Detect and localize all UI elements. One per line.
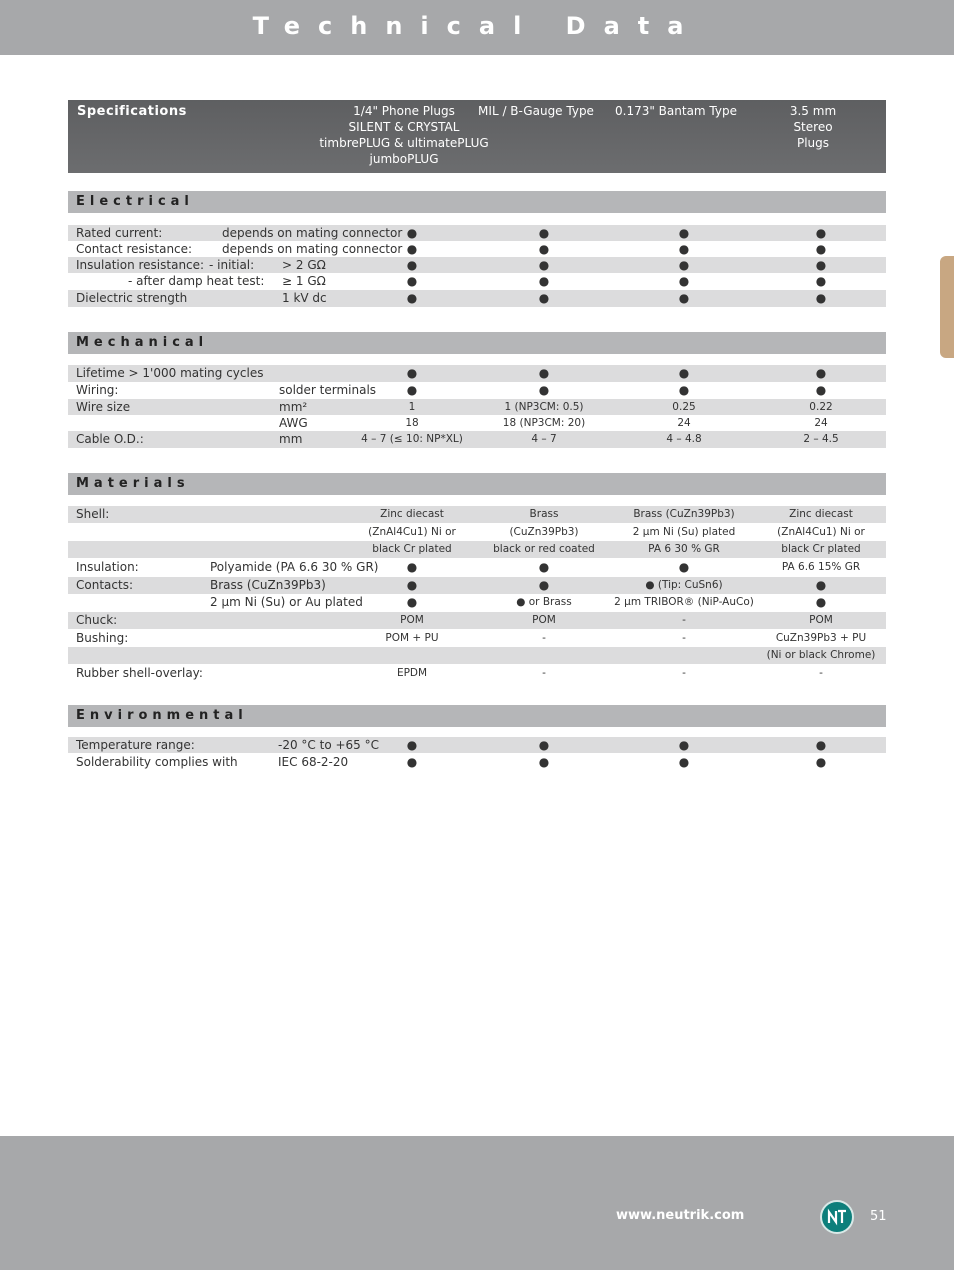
row-label: Bushing: <box>76 631 129 645</box>
row-cable-od <box>68 431 886 448</box>
row-insulation <box>68 558 886 576</box>
row-chuck <box>68 612 886 629</box>
footer-bar <box>0 1136 954 1270</box>
col-header-line: SILENT & CRYSTAL <box>348 120 460 134</box>
cell: ● <box>815 291 827 305</box>
cell: 18 <box>405 417 419 429</box>
row-bushing-2 <box>68 647 886 664</box>
row-unit: mm <box>279 432 303 446</box>
section-title: Materials <box>76 476 190 491</box>
specifications-header <box>68 100 886 173</box>
cell: ● <box>538 560 550 574</box>
page-title: Technical Data <box>252 12 702 40</box>
cell: 0.22 <box>809 401 833 413</box>
row-wire-size-mm <box>68 399 886 415</box>
col-header-bantam <box>615 103 737 119</box>
row-label: Insulation resistance: <box>76 258 205 272</box>
cell: 4 – 7 <box>531 433 557 445</box>
cell: 4 – 7 (≤ 10: NP*XL) <box>361 433 463 445</box>
row-sublabel: - initial: <box>209 258 255 272</box>
cell: ● <box>406 560 418 574</box>
row-shell <box>68 506 886 523</box>
cell: - <box>682 614 686 626</box>
row-label: Contacts: <box>76 578 133 592</box>
row-rated-current <box>68 225 886 241</box>
row-label: Lifetime > 1'000 mating cycles <box>76 366 264 380</box>
cell: ● <box>815 366 827 380</box>
row-value: solder terminals <box>279 383 377 397</box>
col-header-line: timbrePLUG & ultimatePLUG <box>319 136 489 150</box>
cell: ● <box>538 242 550 256</box>
page-number: 51 <box>870 1209 887 1224</box>
cell: ● <box>815 226 827 240</box>
row-contact-resistance <box>68 241 886 257</box>
row-label: Chuck: <box>76 613 118 627</box>
cell: ● <box>538 383 550 397</box>
cell: - <box>682 667 686 679</box>
cell: ● <box>678 258 690 272</box>
cell: 2 – 4.5 <box>803 433 839 445</box>
cell: Zinc diecast <box>789 508 853 520</box>
col-header-line: jumboPLUG <box>369 152 439 166</box>
header-bar <box>0 0 954 55</box>
cell: (Ni or black Chrome) <box>766 649 876 661</box>
section-mechanical <box>68 332 886 354</box>
col-header-line: MIL / B-Gauge Type <box>478 104 594 118</box>
row-value: 1 kV dc <box>282 291 327 305</box>
col-header-line: 3.5 mm Stereo Plugs <box>789 104 837 150</box>
cell: ● <box>815 595 827 609</box>
cell: ● <box>678 366 690 380</box>
cell: ● <box>678 738 690 752</box>
row-contacts-2 <box>68 594 886 611</box>
cell: 2 µm Ni (Su) plated <box>632 526 736 538</box>
cell: PA 6 30 % GR <box>648 543 720 555</box>
section-title: Environmental <box>76 708 248 723</box>
col-header-phone-plugs <box>319 103 488 167</box>
section-electrical <box>68 191 886 213</box>
cell: 1 (NP3CM: 0.5) <box>504 401 584 413</box>
row-rubber-overlay <box>68 664 886 682</box>
cell: ● <box>538 578 550 592</box>
cell: ● <box>538 274 550 288</box>
cell: 1 <box>408 401 416 413</box>
row-value: ≥ 1 GΩ <box>282 274 326 288</box>
row-bushing <box>68 629 886 647</box>
row-value: IEC 68-2-20 <box>278 755 349 769</box>
cell: 18 (NP3CM: 20) <box>502 417 586 429</box>
cell: ● <box>406 578 418 592</box>
col-header-line: 1/4" Phone Plugs <box>353 104 455 118</box>
row-shell-3 <box>68 541 886 558</box>
cell: CuZn39Pb3 + PU <box>775 632 867 644</box>
cell: 24 <box>677 417 691 429</box>
cell: ● <box>406 595 418 609</box>
cell: ● <box>406 242 418 256</box>
row-label: Wiring: <box>76 383 119 397</box>
cell: - <box>542 632 546 644</box>
cell: 24 <box>814 417 828 429</box>
row-value: Polyamide (PA 6.6 30 % GR) <box>210 560 379 574</box>
section-materials <box>68 473 886 495</box>
row-value: Brass (CuZn39Pb3) <box>210 578 326 592</box>
cell: - <box>542 667 546 679</box>
row-unit: AWG <box>279 416 308 430</box>
cell: ● <box>678 291 690 305</box>
section-title: Electrical <box>76 194 194 209</box>
row-contacts <box>68 577 886 594</box>
cell: Zinc diecast <box>380 508 444 520</box>
cell: - <box>819 667 823 679</box>
row-wiring <box>68 382 886 399</box>
cell: black Cr plated <box>781 543 861 555</box>
cell: black or red coated <box>493 543 595 555</box>
row-value: depends on mating connector <box>222 226 403 240</box>
cell: ● <box>815 755 827 769</box>
row-label: Cable O.D.: <box>76 432 144 446</box>
cell: (ZnAl4Cu1) Ni or <box>368 526 456 538</box>
cell: ● or Brass <box>516 596 572 608</box>
cell: ● <box>678 560 690 574</box>
cell: ● <box>678 383 690 397</box>
cell: 4 – 4.8 <box>666 433 702 445</box>
row-value: depends on mating connector <box>222 242 403 256</box>
cell: ● <box>678 242 690 256</box>
row-temperature <box>68 737 886 753</box>
cell: POM <box>400 614 424 626</box>
cell: ● <box>406 755 418 769</box>
row-insulation-initial <box>68 257 886 273</box>
cell: ● <box>406 366 418 380</box>
col-header-mil <box>478 103 594 119</box>
row-label: Contact resistance: <box>76 242 193 256</box>
row-unit: mm² <box>279 400 308 414</box>
cell: ● <box>406 383 418 397</box>
cell: POM <box>809 614 833 626</box>
row-solderability <box>68 754 886 771</box>
row-value: > 2 GΩ <box>282 258 326 272</box>
cell: POM + PU <box>385 632 439 644</box>
col-header-line: 0.173" Bantam Type <box>614 104 738 118</box>
row-dielectric-strength <box>68 290 886 307</box>
cell: - <box>682 632 686 644</box>
cell: ● <box>815 258 827 272</box>
side-tab <box>940 256 954 358</box>
cell: ● <box>815 274 827 288</box>
row-insulation-damp <box>68 273 886 289</box>
row-label: Insulation: <box>76 560 139 574</box>
row-value: 2 µm Ni (Su) or Au plated <box>210 595 363 609</box>
cell: (CuZn39Pb3) <box>509 526 579 538</box>
cell: 0.25 <box>672 401 696 413</box>
cell: ● <box>406 258 418 272</box>
section-title: Mechanical <box>76 335 209 350</box>
row-lifetime <box>68 365 886 382</box>
cell: (ZnAl4Cu1) Ni or <box>777 526 865 538</box>
col-header-stereo <box>777 103 850 151</box>
cell: ● <box>406 274 418 288</box>
website-link[interactable]: www.neutrik.com <box>616 1208 745 1223</box>
cell: 2 µm TRIBOR® (NiP-AuCo) <box>614 596 754 608</box>
cell: PA 6.6 15% GR <box>781 561 861 573</box>
cell: Brass (CuZn39Pb3) <box>633 508 735 520</box>
row-label: Wire size <box>76 400 131 414</box>
cell: ● <box>538 366 550 380</box>
cell: ● <box>678 274 690 288</box>
cell: ● <box>538 291 550 305</box>
row-label: Dielectric strength <box>76 291 188 305</box>
cell: ● <box>406 226 418 240</box>
cell: ● <box>538 755 550 769</box>
neutrik-logo-icon <box>820 1200 854 1234</box>
row-label: Rubber shell-overlay: <box>76 666 203 680</box>
cell: ● <box>538 738 550 752</box>
cell: ● <box>815 738 827 752</box>
row-wire-size-awg <box>68 415 886 431</box>
cell: ● <box>815 383 827 397</box>
row-label: Shell: <box>76 507 110 521</box>
cell: ● <box>815 242 827 256</box>
cell: ● <box>815 578 827 592</box>
specifications-label: Specifications <box>77 104 187 119</box>
cell: ● <box>538 258 550 272</box>
row-value: -20 °C to +65 °C <box>278 738 379 752</box>
row-label: Temperature range: <box>76 738 195 752</box>
row-label: Solderability complies with <box>76 755 238 769</box>
cell: ● (Tip: CuSn6) <box>645 579 723 591</box>
cell: POM <box>532 614 556 626</box>
cell: ● <box>406 291 418 305</box>
cell: ● <box>678 755 690 769</box>
cell: Brass <box>529 508 559 520</box>
cell: black Cr plated <box>372 543 452 555</box>
row-shell-2 <box>68 523 886 541</box>
cell: ● <box>538 226 550 240</box>
cell: EPDM <box>396 667 428 679</box>
row-sublabel: - after damp heat test: <box>128 274 265 288</box>
section-environmental <box>68 705 886 727</box>
cell: ● <box>678 226 690 240</box>
row-label: Rated current: <box>76 226 163 240</box>
cell: ● <box>406 738 418 752</box>
